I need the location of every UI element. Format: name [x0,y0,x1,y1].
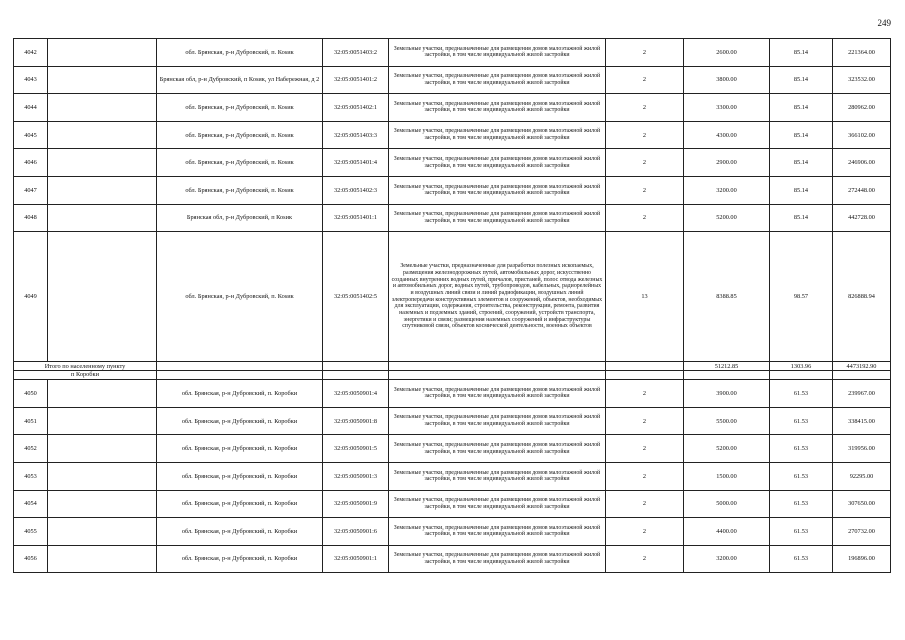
cadastral-value-cell: 323532.00 [833,66,891,94]
empty-cell [48,518,157,546]
empty-cell [48,380,157,408]
group-code-cell: 2 [606,545,684,573]
specific-value-cell: 85.14 [770,94,833,122]
group-code-cell: 2 [606,407,684,435]
address-cell: обл. Брянская, р-н Дубровский, п. Коsик [157,39,323,67]
group-code-cell: 2 [606,66,684,94]
cadastral-number-cell: 32:05:0050901:5 [323,435,389,463]
land-use-description-cell: Земельные участки, предназначенные для размещения домов малоэтажной жилой застройки, в том числе индивидуальной жилой застройки [389,149,606,177]
empty-cell [833,371,891,380]
table-row [14,121,891,149]
group-code-cell: 2 [606,121,684,149]
group-code-cell: 13 [606,232,684,362]
empty-cell [48,462,157,490]
empty-cell [48,66,157,94]
cadastral-number-cell: 32:05:0050901:9 [323,490,389,518]
row-number: 4044 [14,94,48,122]
area-cell: 3200.00 [684,176,770,204]
specific-value-cell: 61.53 [770,380,833,408]
group-code-cell: 2 [606,204,684,232]
area-cell: 5500.00 [684,407,770,435]
cadastral-value-cell: 239967.00 [833,380,891,408]
summary-area-cell: 51212.85 [684,362,770,371]
cadastral-number-cell: 32:05:0051402:5 [323,232,389,362]
table-row [14,66,891,94]
cadastral-value-cell: 280962.00 [833,94,891,122]
empty-cell [48,232,157,362]
area-cell: 5000.00 [684,490,770,518]
land-use-description-cell: Земельные участки, предназначенные для размещения домов малоэтажной жилой застройки, в том числе индивидуальной жилой застройки [389,121,606,149]
table-row [14,462,891,490]
area-cell: 3200.00 [684,545,770,573]
empty-cell [48,121,157,149]
cadastral-value-cell: 307650.00 [833,490,891,518]
address-cell: обл. Брянская, р-н Дубровский, п. Коробки [157,518,323,546]
cadastral-value-cell: 270732.00 [833,518,891,546]
table-row [14,39,891,67]
area-cell: 8388.85 [684,232,770,362]
empty-cell [770,371,833,380]
empty-cell [606,362,684,371]
area-cell: 2900.00 [684,149,770,177]
group-code-cell: 2 [606,490,684,518]
table-row [14,380,891,408]
empty-cell [48,545,157,573]
address-cell: Брянская обл, р-н Дубровский, п Коsик [157,204,323,232]
cadastral-value-cell: 338415.00 [833,407,891,435]
cadastral-number-cell: 32:05:0051403:3 [323,121,389,149]
empty-cell [48,490,157,518]
specific-value-cell: 85.14 [770,204,833,232]
area-cell: 4400.00 [684,518,770,546]
table-row [14,176,891,204]
area-cell: 3800.00 [684,66,770,94]
area-cell: 5200.00 [684,435,770,463]
land-use-description-cell: Земельные участки, предназначенные для размещения домов малоэтажной жилой застройки, в том числе индивидуальной жилой застройки [389,94,606,122]
specific-value-cell: 61.53 [770,462,833,490]
area-cell: 3300.00 [684,94,770,122]
row-number: 4050 [14,380,48,408]
empty-cell [48,407,157,435]
cadastral-number-cell: 32:05:0050901:4 [323,380,389,408]
empty-cell [684,371,770,380]
group-code-cell: 2 [606,518,684,546]
specific-value-cell: 85.14 [770,121,833,149]
land-use-description-cell: Земельные участки, предназначенные для размещения домов малоэтажной жилой застройки, в том числе индивидуальной жилой застройки [389,39,606,67]
empty-cell [48,94,157,122]
row-number: 4052 [14,435,48,463]
locality-row [14,371,891,380]
land-use-description-cell: Земельные участки, предназначенные для размещения домов малоэтажной жилой застройки, в том числе индивидуальной жилой застройки [389,435,606,463]
row-number: 4045 [14,121,48,149]
cadastral-value-cell: 221364.00 [833,39,891,67]
cadastral-value-cell: 442728.00 [833,204,891,232]
land-use-description-cell: Земельные участки, предназначенные для размещения домов малоэтажной жилой застройки, в том числе индивидуальной жилой застройки [389,490,606,518]
cadastral-value-cell: 826888.94 [833,232,891,362]
address-cell: обл. Брянская, р-н Дубровский, п. Коробки [157,435,323,463]
row-number: 4049 [14,232,48,362]
specific-value-cell: 85.14 [770,66,833,94]
address-cell: Брянская обл, р-н Дубровский, п Коsик, ул Набережная, д 2 [157,66,323,94]
group-code-cell: 2 [606,94,684,122]
table-row [14,435,891,463]
area-cell: 1500.00 [684,462,770,490]
summary-row [14,362,891,371]
row-number: 4043 [14,66,48,94]
cadastral-number-cell: 32:05:0051401:2 [323,66,389,94]
empty-cell [389,371,606,380]
empty-cell [157,362,323,371]
cadastral-value-cell: 366102.00 [833,121,891,149]
specific-value-cell: 61.53 [770,407,833,435]
row-number: 4054 [14,490,48,518]
table-row [14,490,891,518]
cadastral-value-cell: 272448.00 [833,176,891,204]
specific-value-cell: 61.53 [770,435,833,463]
cadastral-value-cell: 319956.00 [833,435,891,463]
land-use-description-cell: Земельные участки, предназначенные для разработки полезных ископаемых, размещения железнодорожных путей, автомобильных дорог, искусственно созданных внутренних водных путей, причалов, пристаней, полос отвода железных и автомобильных дорог, водных путей, трубопроводов, кабельных, радиорелейных и воздушных линий связи и линий радиофикации, воздушных линий электропередачи конструктивных элементов и сооружений, объектов, необходимых для эксплуатации, содержания, строительства, реконструкции, ремонта, развития наземных и подземных зданий, строений, сооружений, устройств транспорта, энергетики и связи; размещения наземных сооружений и инфраструктуры спутниковой связи, объектов космической деятельности, военных объектов [389,232,606,362]
cadastral-number-cell: 32:05:0051402:3 [323,176,389,204]
row-number: 4048 [14,204,48,232]
row-number: 4051 [14,407,48,435]
address-cell: обл. Брянская, р-н Дубровский, п. Коробки [157,545,323,573]
cadastral-value-cell: 246906.00 [833,149,891,177]
land-use-description-cell: Земельные участки, предназначенные для размещения домов малоэтажной жилой застройки, в том числе индивидуальной жилой застройки [389,380,606,408]
land-use-description-cell: Земельные участки, предназначенные для размещения домов малоэтажной жилой застройки, в том числе индивидуальной жилой застройки [389,518,606,546]
address-cell: обл. Брянская, р-н Дубровский, п. Коробки [157,462,323,490]
land-use-description-cell: Земельные участки, предназначенные для размещения домов малоэтажной жилой застройки, в том числе индивидуальной жилой застройки [389,545,606,573]
cadastral-number-cell: 32:05:0050901:8 [323,407,389,435]
table-row [14,545,891,573]
specific-value-cell: 61.53 [770,545,833,573]
area-cell: 2600.00 [684,39,770,67]
address-cell: обл. Брянская, р-н Дубровский, п. Коробки [157,407,323,435]
land-use-description-cell: Земельные участки, предназначенные для размещения домов малоэтажной жилой застройки, в том числе индивидуальной жилой застройки [389,407,606,435]
group-code-cell: 2 [606,380,684,408]
address-cell: обл. Брянская, р-н Дубровский, п. Коsик [157,94,323,122]
area-cell: 3900.00 [684,380,770,408]
land-use-description-cell: Земельные участки, предназначенные для размещения домов малоэтажной жилой застройки, в том числе индивидуальной жилой застройки [389,66,606,94]
row-number: 4056 [14,545,48,573]
cadastral-value-cell: 196896.00 [833,545,891,573]
table-row [14,149,891,177]
summary-cadastral-value-cell: 4473192.90 [833,362,891,371]
summary-specific-value-cell: 1303.96 [770,362,833,371]
cadastral-number-cell: 32:05:0051403:2 [323,39,389,67]
cadastral-number-cell: 32:05:0050901:3 [323,462,389,490]
empty-cell [48,39,157,67]
group-code-cell: 2 [606,39,684,67]
row-number: 4055 [14,518,48,546]
empty-cell [48,176,157,204]
specific-value-cell: 85.14 [770,149,833,177]
cadastral-number-cell: 32:05:0050901:1 [323,545,389,573]
cadastral-number-cell: 32:05:0051402:1 [323,94,389,122]
cadastral-value-cell: 92295.00 [833,462,891,490]
address-cell: обл. Брянская, р-н Дубровский, п. Коsик [157,176,323,204]
group-code-cell: 2 [606,149,684,177]
specific-value-cell: 61.53 [770,490,833,518]
area-cell: 4300.00 [684,121,770,149]
land-use-description-cell: Земельные участки, предназначенные для размещения домов малоэтажной жилой застройки, в том числе индивидуальной жилой застройки [389,462,606,490]
cadastral-number-cell: 32:05:0051401:1 [323,204,389,232]
empty-cell [323,362,389,371]
empty-cell [323,371,389,380]
address-cell: обл. Брянская, р-н Дубровский, п. Коробки [157,490,323,518]
empty-cell [606,371,684,380]
address-cell: обл. Брянская, р-н Дубровский, п. Коsик [157,232,323,362]
address-cell: обл. Брянская, р-н Дубровский, п. Коsик [157,121,323,149]
table-row [14,94,891,122]
row-number: 4042 [14,39,48,67]
empty-cell [48,204,157,232]
group-code-cell: 2 [606,176,684,204]
row-number: 4047 [14,176,48,204]
specific-value-cell: 61.53 [770,518,833,546]
group-code-cell: 2 [606,435,684,463]
row-number: 4053 [14,462,48,490]
table-row [14,518,891,546]
row-number: 4046 [14,149,48,177]
cadastral-number-cell: 32:05:0051401:4 [323,149,389,177]
land-use-description-cell: Земельные участки, предназначенные для размещения домов малоэтажной жилой застройки, в том числе индивидуальной жилой застройки [389,176,606,204]
address-cell: обл. Брянская, р-н Дубровский, п. Коsик [157,149,323,177]
empty-cell [157,371,323,380]
specific-value-cell: 85.14 [770,39,833,67]
area-cell: 5200.00 [684,204,770,232]
empty-cell [48,435,157,463]
group-code-cell: 2 [606,462,684,490]
page-number: 249 [877,18,891,28]
empty-cell [48,149,157,177]
locality-name: п Коробки [14,371,157,380]
address-cell: обл. Брянская, р-н Дубровский, п. Коробки [157,380,323,408]
summary-label: Итого по населенному пункту [14,362,157,371]
table-row [14,232,891,362]
table-row [14,204,891,232]
specific-value-cell: 98.57 [770,232,833,362]
empty-cell [389,362,606,371]
cadastral-number-cell: 32:05:0050901:6 [323,518,389,546]
land-use-description-cell: Земельные участки, предназначенные для размещения домов малоэтажной жилой застройки, в том числе индивидуальной жилой застройки [389,204,606,232]
table-row [14,407,891,435]
land-registry-table [13,38,891,573]
specific-value-cell: 85.14 [770,176,833,204]
